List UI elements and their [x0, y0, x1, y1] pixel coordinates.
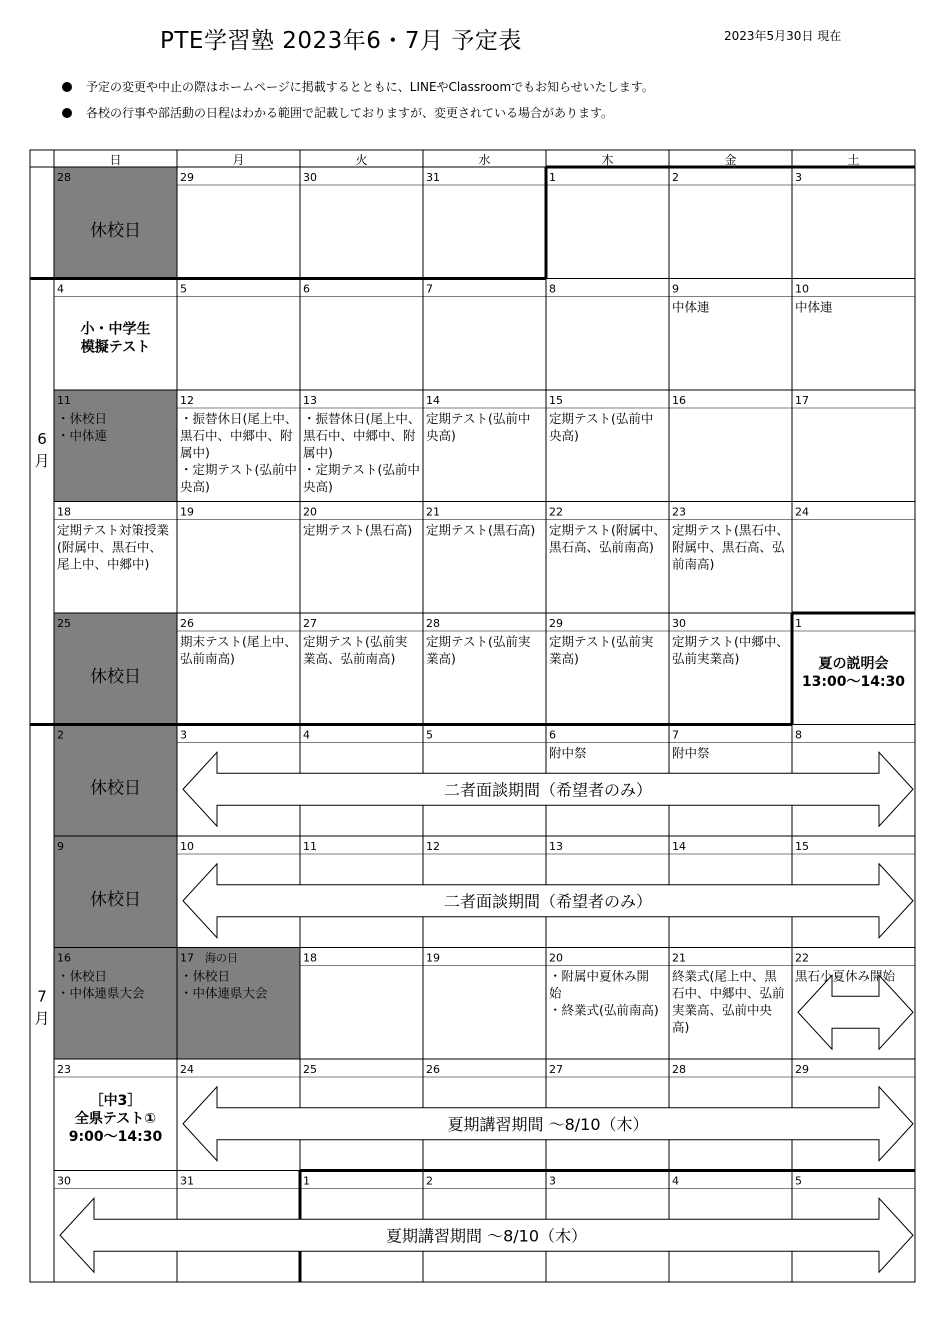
day-number: 14: [426, 394, 440, 407]
double-arrow: [798, 975, 913, 1049]
day-number: 11: [303, 840, 317, 853]
month-label: 6: [37, 429, 47, 448]
day-number: 9: [672, 282, 679, 296]
day-number: 29: [549, 617, 563, 630]
event-text: ・定期テスト(弘前中: [303, 462, 420, 477]
event-text: 実業高、弘前中央: [672, 1002, 773, 1018]
event-text: 定期テスト(弘前中: [426, 411, 531, 426]
event-text: 石中、中郷中、弘前: [672, 985, 785, 1001]
event-text: 期末テスト(尾上中、: [180, 634, 297, 649]
event-text: 終業式(尾上中、黒: [672, 968, 777, 984]
day-number: 15: [549, 394, 563, 407]
weekday-header: 月: [232, 153, 245, 167]
day-number: 6: [303, 282, 310, 296]
day-number: 23: [672, 505, 686, 519]
event-text: 定期テスト(附属中、: [549, 522, 666, 538]
closed-day-label: 休校日: [90, 889, 141, 910]
day-number: 26: [180, 617, 194, 630]
event-text: ・中体連: [57, 428, 108, 443]
event-text: 黒石中、中郷中、附: [180, 428, 293, 443]
day-number: 28: [672, 1063, 686, 1076]
day-number: 13: [549, 840, 563, 853]
day-number: 1: [549, 171, 556, 184]
day-number: 31: [426, 171, 440, 184]
day-number: 25: [303, 1063, 317, 1076]
event-text: 高): [672, 1019, 690, 1035]
day-number: 22: [795, 951, 809, 965]
day-number: 14: [672, 840, 686, 853]
period-label: 二者面談期間（希望者のみ）: [443, 891, 653, 911]
event-text: 定期テスト(弘前実: [426, 634, 531, 649]
day-number: 15: [795, 840, 809, 853]
event-text: ・定期テスト(弘前中: [180, 462, 297, 477]
event-text: 定期テスト(黒石中、: [672, 522, 789, 538]
event-text: 弘前南高): [180, 651, 235, 666]
highlight-event: 模擬テスト: [80, 339, 151, 356]
day-number: 4: [672, 1174, 679, 1188]
event-text: ・休校日: [57, 968, 108, 984]
event-text: ・終業式(弘前南高): [549, 1002, 659, 1018]
event-text: 弘前実業高): [672, 651, 740, 666]
day-number: 4: [303, 728, 310, 742]
highlight-event: 小・中学生: [80, 321, 151, 338]
day-number: 2: [672, 171, 679, 184]
event-text: 黒石小夏休み開始: [795, 968, 896, 984]
day-number: 17 海の日: [180, 951, 238, 965]
day-number: 5: [426, 728, 433, 742]
day-number: 7: [672, 728, 679, 742]
day-number: 4: [57, 282, 64, 296]
shaded-cell: [54, 948, 177, 1060]
day-number: 10: [795, 282, 809, 296]
day-number: 16: [672, 394, 686, 407]
day-number: 31: [180, 1174, 194, 1188]
day-number: 5: [795, 1174, 802, 1188]
day-number: 30: [303, 171, 317, 184]
closed-day-label: 休校日: [90, 220, 141, 241]
event-text: 定期テスト(弘前実: [549, 634, 654, 649]
day-number: 28: [426, 617, 440, 630]
event-text: ・休校日: [180, 968, 231, 984]
event-text: ・附属中夏休み開: [549, 968, 650, 984]
closed-day-label: 休校日: [90, 778, 141, 799]
event-text: 黒石中、中郷中、附: [303, 428, 416, 443]
day-number: 8: [549, 282, 556, 296]
day-number: 27: [303, 617, 317, 630]
highlight-event: 9:00〜14:30: [68, 1128, 163, 1145]
page-title: PTE学習塾 2023年6・7月 予定表: [160, 28, 522, 54]
event-text: 附属中、黒石高、弘: [672, 539, 785, 555]
day-number: 22: [549, 505, 563, 519]
event-text: ・振替休日(尾上中、: [303, 411, 421, 426]
event-text: 中体連: [795, 299, 833, 315]
event-text: 央高): [303, 479, 333, 494]
day-number: 9: [57, 840, 64, 853]
event-text: 附中祭: [672, 745, 710, 761]
event-text: ・中体連県大会: [180, 985, 268, 1001]
note-text: 予定の変更や中止の際はホームページに掲載するとともに、LINEやClassroomでもお知らせいたします。: [86, 80, 654, 94]
month-label: 月: [34, 451, 50, 470]
day-number: 13: [303, 394, 317, 407]
event-text: ・中体連県大会: [57, 985, 145, 1001]
day-number: 19: [180, 505, 194, 519]
day-number: 2: [57, 728, 64, 742]
weekday-header: 水: [478, 153, 491, 167]
day-number: 30: [672, 617, 686, 630]
day-number: 1: [303, 1174, 310, 1188]
day-number: 18: [303, 951, 317, 965]
day-number: 19: [426, 951, 440, 965]
as-of-date: 2023年5月30日 現在: [724, 29, 842, 43]
day-number: 7: [426, 282, 433, 296]
day-number: 17: [795, 394, 809, 407]
day-number: 29: [180, 171, 194, 184]
event-text: 央高): [180, 479, 210, 494]
period-label: 夏期講習期間 〜8/10（木）: [385, 1226, 588, 1246]
weekday-header: 土: [847, 153, 860, 167]
weekday-header: 金: [724, 153, 737, 167]
month-label: 7: [37, 987, 47, 1006]
day-number: 24: [180, 1063, 194, 1076]
event-text: 中体連: [672, 299, 710, 315]
closed-day-label: 休校日: [90, 666, 141, 687]
day-number: 16: [57, 951, 71, 965]
event-text: 定期テスト(弘前実: [303, 634, 408, 649]
day-number: 11: [57, 394, 71, 407]
event-text: 定期テスト(黒石高): [303, 522, 413, 538]
event-text: 央高): [426, 428, 456, 443]
event-text: 属中): [180, 445, 210, 460]
day-number: 30: [57, 1174, 71, 1188]
day-number: 2: [426, 1174, 433, 1188]
day-number: 3: [549, 1174, 556, 1188]
event-text: 業高): [426, 651, 456, 666]
event-text: ・休校日: [57, 411, 108, 426]
day-number: 3: [180, 728, 187, 742]
event-text: (附属中、黒石中、: [57, 539, 162, 555]
event-text: 黒石高、弘前南高): [549, 539, 654, 555]
shaded-cell: [54, 390, 177, 502]
day-number: 8: [795, 728, 802, 742]
event-text: 属中): [303, 445, 333, 460]
event-text: 前南高): [672, 556, 715, 572]
day-number: 12: [426, 840, 440, 853]
event-text: 業高、弘前南高): [303, 651, 396, 666]
day-number: 10: [180, 840, 194, 853]
day-number: 28: [57, 171, 71, 184]
weekday-header: 日: [109, 153, 122, 167]
event-text: 業高): [549, 651, 579, 666]
event-text: 附中祭: [549, 745, 587, 761]
period-label: 夏期講習期間 〜8/10（木）: [447, 1114, 649, 1134]
day-number: 29: [795, 1063, 809, 1076]
day-number: 18: [57, 505, 71, 519]
event-text: 尾上中、中郷中): [57, 556, 150, 572]
day-number: 5: [180, 282, 187, 296]
weekday-header: 木: [601, 153, 614, 167]
period-label: 二者面談期間（希望者のみ）: [443, 780, 653, 800]
highlight-event: 13:00〜14:30: [801, 673, 906, 690]
month-label: 月: [34, 1009, 50, 1028]
day-number: 23: [57, 1063, 71, 1076]
day-number: 20: [303, 505, 317, 519]
highlight-event: 全県テスト①: [74, 1110, 157, 1127]
day-number: 27: [549, 1063, 563, 1076]
day-number: 1: [795, 617, 802, 630]
event-text: 定期テスト(中郷中、: [672, 634, 789, 649]
day-number: 6: [549, 728, 556, 742]
event-text: ・振替休日(尾上中、: [180, 411, 298, 426]
day-number: 21: [672, 951, 686, 965]
day-number: 3: [795, 171, 802, 184]
day-number: 24: [795, 505, 809, 519]
event-text: 始: [549, 985, 562, 1001]
day-number: 20: [549, 951, 563, 965]
day-number: 12: [180, 394, 194, 407]
highlight-event: 夏の説明会: [818, 655, 889, 672]
highlight-event: ［中3］: [89, 1092, 142, 1109]
note-text: 各校の行事や部活動の日程はわかる範囲で記載しておりますが、変更されている場合があります。: [86, 106, 614, 120]
day-number: 21: [426, 505, 440, 519]
event-text: 定期テスト(黒石高): [426, 522, 536, 538]
event-text: 定期テスト(弘前中: [549, 411, 654, 426]
weekday-header: 火: [355, 153, 368, 167]
event-text: 央高): [549, 428, 579, 443]
day-number: 25: [57, 617, 71, 630]
event-text: 定期テスト対策授業: [57, 522, 170, 538]
day-number: 26: [426, 1063, 440, 1076]
